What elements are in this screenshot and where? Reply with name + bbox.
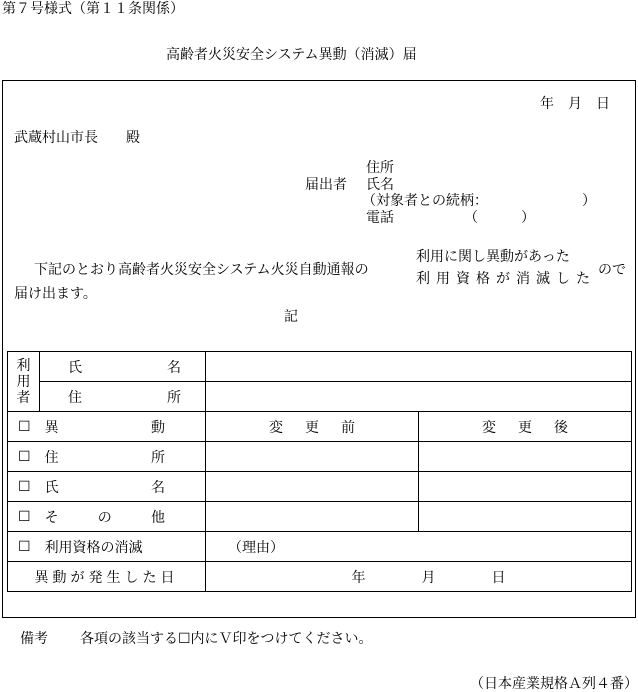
change-header: ☐ 異 動 bbox=[8, 412, 206, 442]
relation-open: （対象者との続柄： bbox=[362, 193, 488, 209]
paper-size: （日本産業規格Ａ列４番） bbox=[470, 676, 638, 692]
occurred-date-label: 異動が発生した日 bbox=[8, 562, 206, 592]
ki-label: 記 bbox=[284, 309, 298, 325]
other-after-field[interactable] bbox=[419, 502, 632, 532]
phone-close: ） bbox=[521, 210, 535, 226]
phone-open: （ bbox=[464, 210, 478, 226]
other-before-field[interactable] bbox=[206, 502, 419, 532]
name-after-field[interactable] bbox=[419, 472, 632, 502]
date-line: 年 月 日 bbox=[540, 96, 610, 112]
checkbox-icon[interactable]: ☐ bbox=[18, 508, 31, 525]
notifier-name-label: 氏名 bbox=[366, 177, 394, 193]
form-title: 高齢者火災安全システム異動（消滅）届 bbox=[166, 47, 417, 63]
row-address-label: ☐ 住 所 bbox=[8, 442, 206, 472]
form-number: 第７号様式（第１１条関係） bbox=[2, 1, 184, 17]
notifier-address-label: 住所 bbox=[366, 160, 394, 176]
relation-close: ） bbox=[582, 193, 596, 209]
note-text: 各項の該当する☐内にＶ印をつけてください。 bbox=[80, 631, 373, 647]
row-other-label: ☐ そ の 他 bbox=[8, 502, 206, 532]
checkbox-icon[interactable]: ☐ bbox=[18, 538, 31, 555]
user-address-field[interactable] bbox=[206, 382, 632, 412]
address-after-field[interactable] bbox=[419, 442, 632, 472]
body-line1: 下記のとおり高齢者火災安全システム火災自動通報の bbox=[34, 262, 369, 278]
user-address-label: 住 所 bbox=[40, 382, 206, 412]
checkbox-icon[interactable]: ☐ bbox=[18, 448, 31, 465]
user-name-label: 氏 名 bbox=[40, 352, 206, 382]
loss-reason-field[interactable]: （理由） bbox=[206, 532, 632, 562]
note-label: 備考 bbox=[20, 631, 48, 647]
change-table bbox=[7, 351, 632, 592]
addressee: 武蔵村山市長 殿 bbox=[14, 130, 140, 146]
body-line2: 届け出ます。 bbox=[14, 286, 97, 302]
address-before-field[interactable] bbox=[206, 442, 419, 472]
checkbox-icon[interactable]: ☐ bbox=[18, 418, 31, 435]
before-header: 変 更 前 bbox=[206, 412, 419, 442]
after-header: 変 更 後 bbox=[419, 412, 632, 442]
body-option1: 利用に関し異動があった bbox=[416, 249, 570, 265]
occurred-date-field[interactable]: 年 月 日 bbox=[206, 562, 632, 592]
notifier-phone-label: 電話 bbox=[366, 210, 394, 226]
body-suffix: ので bbox=[598, 262, 626, 278]
row-name-label: ☐ 氏 名 bbox=[8, 472, 206, 502]
user-name-field[interactable] bbox=[206, 352, 632, 382]
name-before-field[interactable] bbox=[206, 472, 419, 502]
notifier-label: 届出者 bbox=[305, 177, 347, 193]
checkbox-icon[interactable]: ☐ bbox=[18, 478, 31, 495]
body-option2: 利用資格が消滅した bbox=[416, 271, 596, 287]
loss-label: ☐ 利用資格の消滅 bbox=[8, 532, 206, 562]
user-group-label: 利 用 者 bbox=[8, 352, 40, 412]
